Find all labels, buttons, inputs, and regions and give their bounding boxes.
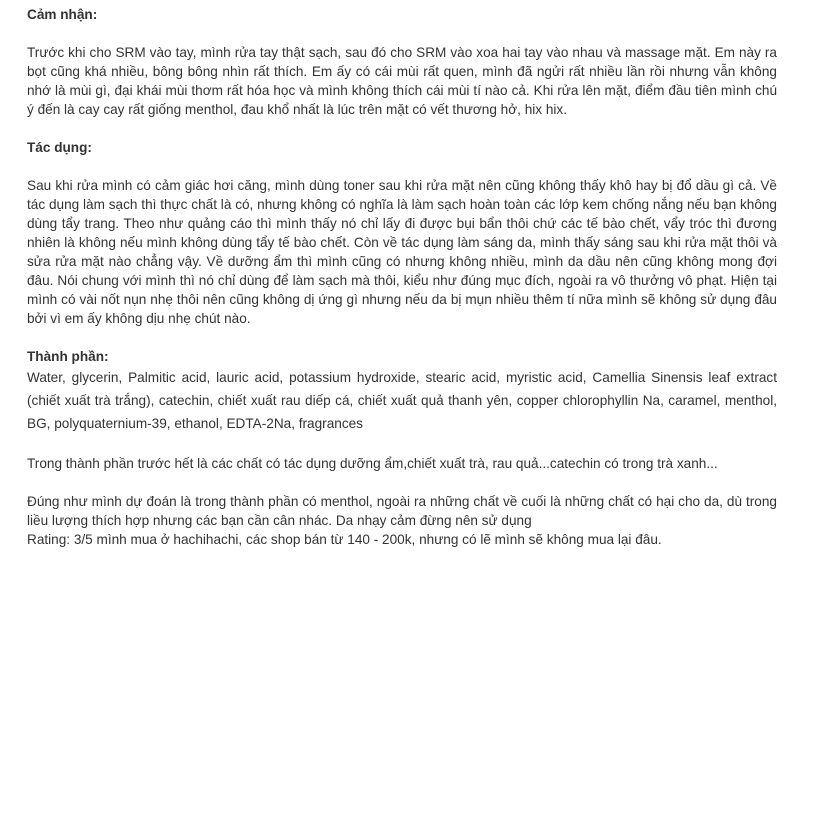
spacer: [27, 119, 777, 138]
spacer: [27, 328, 777, 347]
conclusion-paragraph: Đúng như mình dự đoán là trong thành phần có menthol, ngoài ra những chất về cuối là những chất có hại cho da, dù trong liều lượng thích hợp nhưng các bạn cần cân nhác. Da nhạy cảm đừng nên sử dụng: [27, 494, 777, 528]
spacer: [27, 473, 777, 492]
effect-heading: Tác dụng:: [27, 140, 92, 155]
impression-paragraph: Trước khi cho SRM vào tay, mình rửa tay thật sạch, sau đó cho SRM vào xoa hai tay vào nhau và massage mặt. Em này ra bọt cũng khá nhiều, bông bông nhìn rất thích. Em ấy có cái mùi rất quen, mình đã ngửi rất nhiều lần rồi nhưng vẫn không nhớ là mùi gì, đại khái mùi thơm rất hóa học và mình không thích cái mùi tí nào cả. Khi rửa lên mặt, điểm đầu tiên mình chú ý đến là cay cay rất giống menthol, đau khổ nhất là lúc trên mặt có vết thương hở, hix hix.: [27, 45, 777, 117]
impression-heading: Cảm nhận:: [27, 7, 98, 22]
ingredients-note: Trong thành phần trước hết là các chất có tác dụng dưỡng ẩm,chiết xuất trà, rau quả...catechin có trong trà xanh...: [27, 456, 718, 471]
spacer: [27, 157, 777, 176]
spacer: [27, 24, 777, 43]
spacer: [27, 435, 777, 454]
rating-line: Rating: 3/5 mình mua ở hachihachi, các shop bán từ 140 - 200k, nhưng có lẽ mình sẽ không mua lại đâu.: [27, 532, 662, 547]
ingredients-list: Water, glycerin, Palmitic acid, lauric acid, potassium hydroxide, stearic acid, myristic acid, Camellia Sinensis leaf extract (chiết xuất trà trắng), catechin, chiết xuất rau diếp cá, chiết xuất quả thanh yên, copper chlorophyllin Na, caramel, menthol, BG, polyquaternium-39, ethanol, EDTA-2Na, fragrances: [27, 370, 777, 431]
ingredients-heading: Thành phần:: [27, 349, 109, 364]
effect-paragraph: Sau khi rửa mình có cảm giác hơi căng, mình dùng toner sau khi rửa mặt nên cũng không thấy khô hay bị đổ dầu gì cả. Về tác dụng làm sạch thì thực chất là có, nhưng không có nghĩa là làm sạch hoàn toàn các lớp kem chống nắng nếu bạn không dùng tẩy trang. Theo như quảng cáo thì mình thấy nó chỉ lấy đi được bụi bẩn thôi chứ các tế bào chết, vẩy tróc thì đương nhiên là không nếu mình không dùng tẩy tế bào chết. Còn về tác dụng làm sáng da, mình thấy sáng sau khi rửa mặt thôi và sửa rửa mặt nào chẳng vậy. Về dưỡng ẩm thì mình cũng có nhưng không nhiều, mình da dầu nên cũng không mong đợi đâu. Nói chung với mình thì nó chỉ dùng để làm sạch mà thôi, kiểu như đúng mục đích, ngoài ra vô thưởng vô phạt. Hiện tại mình có vài nốt nụn nhẹ thôi nên cũng không dị ứng gì nhưng nếu da bị mụn nhiều thêm tí nữa mình sẽ không sử dụng đâu bởi vì em ấy không dịu nhẹ chút nào.: [27, 178, 777, 326]
review-article: [27, 5, 777, 549]
